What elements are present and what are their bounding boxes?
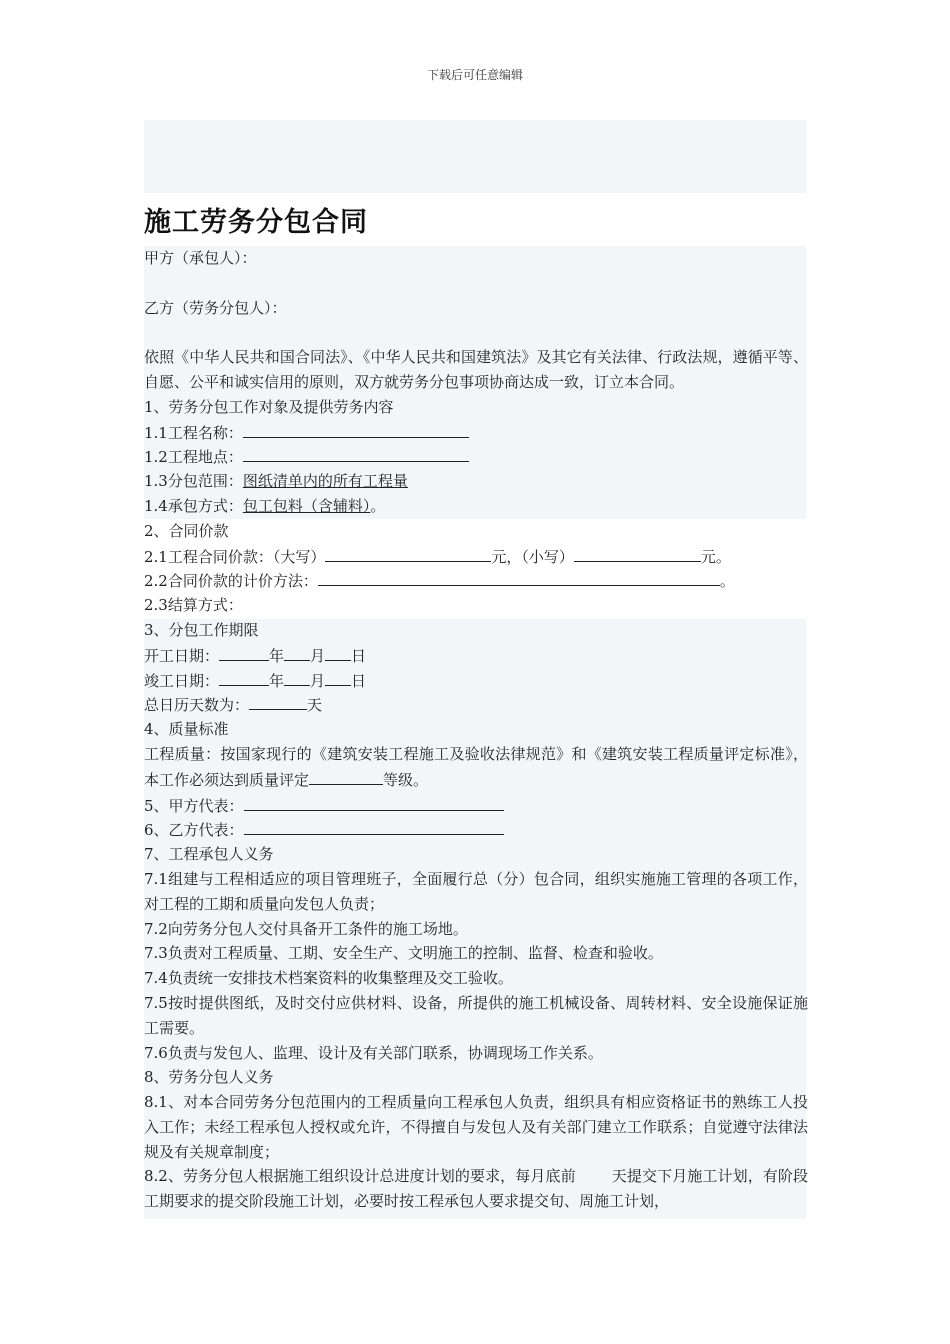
party-a-rep-blank <box>244 793 504 811</box>
section-6-party-b-rep: 6、乙方代表： <box>144 817 808 842</box>
item-8-2: 8.2、劳务分包人根据施工组织设计总进度计划的要求，每月底前 天提交下月施工计划，有阶段工期要求的提交阶段施工计划，必要时按工程承包人要求提交旬、周施工计划， <box>144 1167 808 1211</box>
party-b-line: 乙方（劳务分包人）： <box>144 298 287 317</box>
price-in-words-blank <box>325 544 491 562</box>
project-location-blank <box>243 444 469 462</box>
section-5-party-a-rep: 5、甲方代表： <box>144 793 808 818</box>
intro-paragraph: 依照《中华人民共和国合同法》、《中华人民共和国建筑法》及其它有关法律、行政法规，遵循平等、自愿、公平和诚实信用的原则，双方就劳务分包事项协商达成一致，订立本合同。 <box>144 348 808 391</box>
party-b-rep-blank <box>244 817 504 835</box>
section-2-heading: 2、合同价款 <box>144 521 229 540</box>
item-1-1: 1.1工程名称： <box>144 420 808 445</box>
quality-grade-blank <box>309 767 383 785</box>
header-blank-block <box>144 120 806 193</box>
item-7-3: 7.3负责对工程质量、工期、安全生产、文明施工的控制、监督、检查和验收。 <box>144 944 663 963</box>
price-in-figures-blank <box>574 544 701 562</box>
item-7-4: 7.4负责统一安排技术档案资料的收集整理及交工验收。 <box>144 969 513 988</box>
item-1-3: 1.3分包范围：图纸清单内的所有工程量 <box>144 472 408 491</box>
page-title: 施工劳务分包合同 <box>144 207 368 238</box>
item-8-1: 8.1、对本合同劳务分包范围内的工程质量向工程承包人负责，组织具有相应资格证书的熟练工人投入工作；未经工程承包人授权或允许，不得擅自与发包人及有关部门建立工作联系；自觉遵守法律法规及有关规章制度； <box>144 1093 808 1161</box>
contract-body <box>144 246 808 1214</box>
header-note: 下载后可任意编辑 <box>426 68 523 82</box>
section-8-heading: 8、劳务分包人义务 <box>144 1068 274 1087</box>
item-7-2: 7.2向劳务分包人交付具备开工条件的施工场地。 <box>144 919 468 938</box>
contract-method-value: 包工包料（含辅料） <box>242 496 371 515</box>
quality-paragraph: 工程质量：按国家现行的《建筑安装工程施工及验收法律规范》和《建筑安装工程质量评定标准》，本工作必须达到质量评定 等级。 <box>144 744 808 789</box>
party-a-line: 甲方（承包人）： <box>144 249 257 267</box>
total-days-line: 总日历天数为： 天 <box>144 692 808 717</box>
item-7-6: 7.6负责与发包人、监理、设计及有关部门联系，协调现场工作关系。 <box>144 1043 603 1062</box>
pricing-method-blank <box>318 568 720 586</box>
project-name-blank <box>243 420 469 438</box>
item-1-4: 1.4承包方式：包工包料（含辅料）。 <box>144 496 386 515</box>
start-date-line: 开工日期： 年 月 日 <box>144 643 808 668</box>
subcontract-scope-value: 图纸清单内的所有工程量 <box>242 472 408 491</box>
section-4-heading: 4、质量标准 <box>144 720 229 739</box>
item-7-1: 7.1组建与工程相适应的项目管理班子，全面履行总（分）包合同，组织实施施工管理的各项工作，对工程的工期和质量向发包人负责； <box>144 869 808 913</box>
section-7-heading: 7、工程承包人义务 <box>144 845 274 864</box>
section-3-heading: 3、分包工作期限 <box>144 620 259 639</box>
item-1-2: 1.2工程地点： <box>144 444 808 469</box>
item-7-5: 7.5按时提供图纸，及时交付应供材料、设备，所提供的施工机械设备、周转材料、安全设施保证施工需要。 <box>144 993 808 1037</box>
item-2-2: 2.2合同价款的计价方法： 。 <box>144 568 808 593</box>
item-2-1: 2.1工程合同价款：（大写） 元，（小写） 元。 <box>144 544 808 569</box>
section-1-heading: 1、劳务分包工作对象及提供劳务内容 <box>144 397 394 416</box>
end-date-line: 竣工日期： 年 月 日 <box>144 668 808 693</box>
item-2-3: 2.3结算方式： <box>144 596 243 615</box>
